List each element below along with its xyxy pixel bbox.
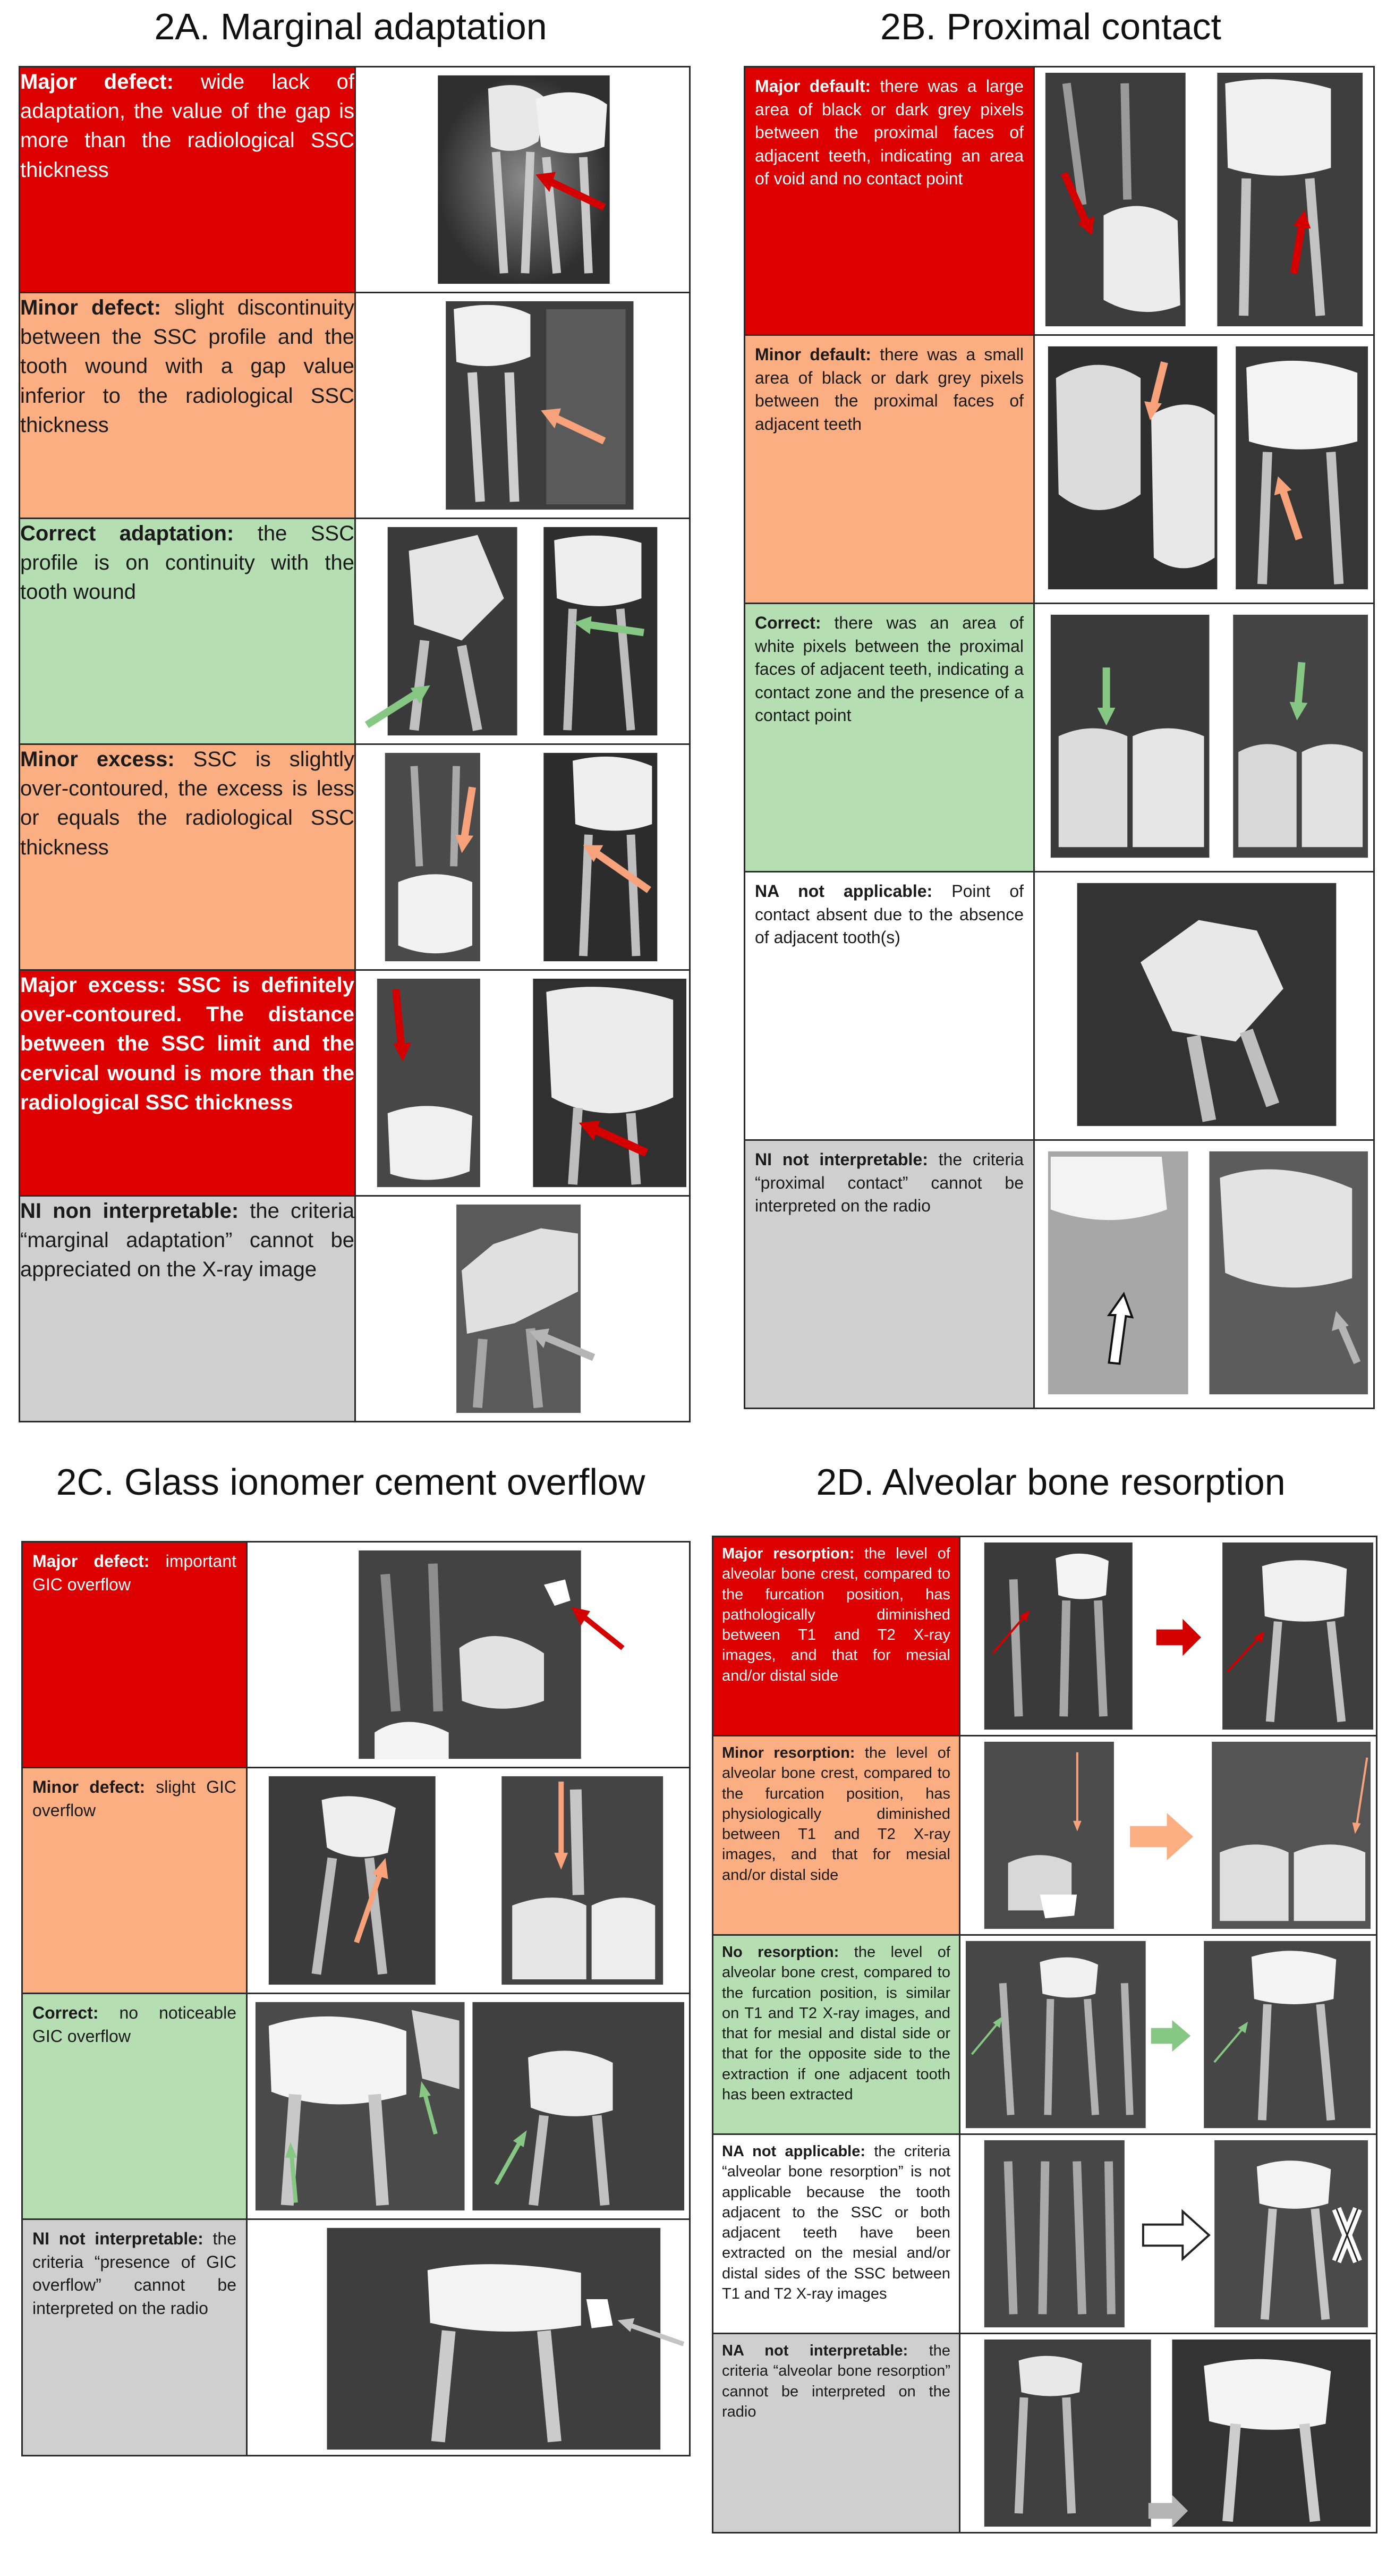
- xray-cell: [960, 2134, 1377, 2334]
- criterion-not-applicable: NA not applicable: Point of contact absent due to the absence of adjacent tooth(s): [745, 872, 1034, 1140]
- block-arrow-icon: [960, 2334, 1376, 2532]
- table-row: [713, 1935, 1377, 2134]
- criterion-major-defect: Major defect: important GIC overflow: [22, 1542, 247, 1768]
- xray-cell: [1034, 604, 1374, 872]
- xray-cell: [247, 1542, 690, 1768]
- criterion-correct-adaptation: Correct adaptation: the SSC profile is on continuity with the tooth wound: [20, 519, 355, 744]
- table-row: [22, 2219, 690, 2456]
- table-row: [20, 519, 690, 744]
- table-row: [745, 872, 1374, 1140]
- xray-cell: [247, 1768, 690, 1994]
- panel-2b-title: 2B. Proximal contact: [880, 6, 1221, 47]
- criterion-not-interpretable: NI not interpretable: the criteria “presence of GIC overflow” cannot be interpreted on the radio: [22, 2219, 247, 2456]
- xray-cell: [1034, 872, 1374, 1140]
- orange-arrow-icon: [960, 1736, 1376, 1934]
- criterion-correct: Correct: no noticeable GIC overflow: [22, 1994, 247, 2219]
- xray-cell: [355, 67, 690, 293]
- table-row: [713, 2334, 1377, 2533]
- xray-cell: [960, 1736, 1377, 1935]
- xray-cell: [355, 970, 690, 1196]
- xray-cell: [1034, 67, 1374, 335]
- criterion-minor-defect: Minor defect: slight GIC overflow: [22, 1768, 247, 1994]
- orange-arrow-icon: [248, 1768, 689, 1993]
- criterion-minor-excess: Minor excess: SSC is slightly over-contoured, the excess is less or equals the radiological SSC thickness: [20, 744, 355, 970]
- cross-icon: [960, 2135, 1376, 2333]
- table-row: [745, 604, 1374, 872]
- gray-arrow-icon: [356, 1197, 689, 1421]
- criterion-not-interpretable: NI not interpretable: the criteria “proximal contact” cannot be interpreted on the radio: [745, 1140, 1034, 1409]
- criterion-minor-resorption: Minor resorption: the level of alveolar bone crest, compared to the furcation position, has physiologically diminished between T1 and T2 X-ray images, and that for mesial and/or distal side: [713, 1736, 960, 1935]
- red-arrow-icon: [356, 971, 689, 1195]
- panel-2c-title: 2C. Glass ionomer cement overflow: [56, 1461, 645, 1503]
- criterion-minor-default: Minor default: there was a small area of black or dark grey pixels between the proximal faces of adjacent teeth: [745, 335, 1034, 604]
- green-arrow-icon: [1035, 604, 1373, 871]
- panel-2d-title: 2D. Alveolar bone resorption: [816, 1461, 1286, 1503]
- panel-2a-title: 2A. Marginal adaptation: [154, 6, 547, 47]
- xray-cell: [355, 1196, 690, 1422]
- table-row: [713, 1537, 1377, 1736]
- criterion-major-defect: Major defect: wide lack of adaptation, the value of the gap is more than the radiological SSC thickness: [20, 67, 355, 293]
- panel-2d: [707, 1435, 1395, 2576]
- xray-cell: [355, 293, 690, 519]
- green-arrow-icon: [960, 1936, 1376, 2133]
- orange-arrow-icon: [356, 745, 689, 969]
- table-row: [20, 293, 690, 519]
- criterion-major-default: Major default: there was a large area of black or dark grey pixels between the proximal faces of adjacent teeth, indicating an area of void and no contact point: [745, 67, 1034, 335]
- xray-cell: [960, 1935, 1377, 2134]
- table-row: [22, 1768, 690, 1994]
- xray-cell: [1034, 1140, 1374, 1409]
- xray-cell: [960, 2334, 1377, 2533]
- table-row: [20, 744, 690, 970]
- green-arrow-icon: [356, 519, 689, 743]
- orange-arrow-icon: [356, 293, 689, 518]
- table-row: [745, 335, 1374, 604]
- xray-cell: [1034, 335, 1374, 604]
- table-row: [22, 1994, 690, 2219]
- xray-cell: [960, 1537, 1377, 1736]
- panel-2d-table: [712, 1536, 1377, 2533]
- panel-2b: [707, 0, 1395, 1435]
- criterion-major-excess: Major excess: SSC is definitely over-contoured. The distance between the SSC limit and the cervical wound is more than the radiological SSC thickness: [20, 970, 355, 1196]
- criterion-not-applicable: NA not applicable: the criteria “alveolar bone resorption” is not applicable because the tooth adjacent to the SSC or both adjacent teeth have been extracted on the mesial and/or distal sides of the SSC between T1 and T2 X-ray images: [713, 2134, 960, 2334]
- xray-cell: [247, 1994, 690, 2219]
- gray-arrow-icon: [248, 2220, 689, 2455]
- criterion-major-resorption: Major resorption: the level of alveolar bone crest, compared to the furcation position, has pathologically diminished between T1 and T2 X-ray images, and that for mesial and/or distal side: [713, 1537, 960, 1736]
- criterion-non-interpretable: NI non interpretable: the criteria “marginal adaptation” cannot be appreciated on the X-ray image: [20, 1196, 355, 1422]
- criterion-not-interpretable: NA not interpretable: the criteria “alveolar bone resorption” cannot be interpreted on the radio: [713, 2334, 960, 2533]
- red-arrow-icon: [248, 1543, 689, 1767]
- table-row: [745, 67, 1374, 335]
- xray-image: [1035, 872, 1373, 1139]
- xray-cell: [247, 2219, 690, 2456]
- panel-2c: [0, 1435, 701, 2576]
- red-arrow-icon: [1035, 67, 1373, 334]
- table-row: [20, 1196, 690, 1422]
- criterion-correct-contact: Correct: there was an area of white pixels between the proximal faces of adjacent teeth, indicating a contact zone and the presence of a contact point: [745, 604, 1034, 872]
- xray-cell: [355, 519, 690, 744]
- xray-cell: [355, 744, 690, 970]
- green-arrow-icon: [248, 1994, 689, 2218]
- panel-2a: [0, 0, 701, 1435]
- red-arrow-icon: [356, 67, 689, 292]
- orange-arrow-icon: [1035, 336, 1373, 603]
- panel-2b-table: [744, 66, 1375, 1409]
- table-row: [22, 1542, 690, 1768]
- criterion-no-resorption: No resorption: the level of alveolar bone crest, compared to the furcation position, is similar on T1 and T2 X-ray images, and that for mesial and distal side or that for the opposite side to the extraction if one adjacent tooth has been extracted: [713, 1935, 960, 2134]
- table-row: [745, 1140, 1374, 1409]
- panel-2a-table: [19, 66, 691, 1422]
- table-row: [713, 2134, 1377, 2334]
- criterion-minor-defect: Minor defect: slight discontinuity between the SSC profile and the tooth wound with a gap value inferior to the radiological SSC thickness: [20, 293, 355, 519]
- red-arrow-icon: [960, 1537, 1376, 1735]
- table-row: [20, 970, 690, 1196]
- panel-2c-table: [21, 1541, 691, 2456]
- table-row: [20, 67, 690, 293]
- table-row: [713, 1736, 1377, 1935]
- gray-arrow-icon: [1035, 1141, 1373, 1408]
